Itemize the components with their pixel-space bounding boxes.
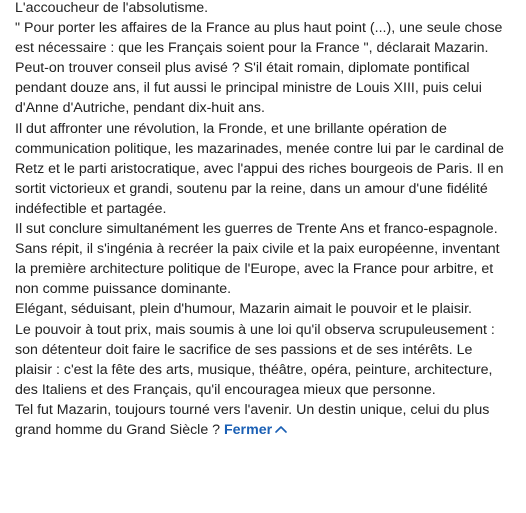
description-line: indéfectible et partagée.	[15, 200, 167, 217]
description-line: pendant douze ans, il fut aussi le principal ministre de Louis XIII, puis celui	[15, 80, 482, 97]
description-line: sortit victorieux et grandi, soutenu par la reine, dans un amour d'une fidélité	[15, 180, 488, 197]
description-line: grand homme du Grand Siècle ?	[15, 421, 221, 438]
description-line: la première architecture politique de l'Europe, avec la France pour arbitre, et	[15, 261, 494, 278]
description-line: " Pour porter les affaires de la France au plus haut point (...), une seule chose	[15, 20, 503, 37]
description-last-line	[15, 420, 521, 440]
book-description	[15, 0, 521, 440]
description-line: Il dut affronter une révolution, la Fronde, et une brillante opération de	[15, 120, 447, 137]
collapse-link[interactable]	[224, 422, 288, 438]
description-line: L'accoucheur de l'absolutisme.	[15, 0, 209, 16]
description-line: non comme puissance dominante.	[15, 281, 232, 298]
description-line: Peut-on trouver conseil plus avisé ? S'il était romain, diplomate pontifical	[15, 60, 470, 77]
description-line: Il sut conclure simultanément les guerres de Trente Ans et franco-espagnole.	[15, 221, 498, 238]
description-line: communication politique, les mazarinades, menée contre lui par le cardinal de	[15, 140, 504, 157]
description-line: Le pouvoir à tout prix, mais soumis à une loi qu'il observa scrupuleusement :	[15, 321, 495, 338]
description-line: Sans répit, il s'ingénia à recréer la paix civile et la paix européenne, inventant	[15, 241, 500, 258]
description-line: Retz et le parti aristocratique, avec l'appui des riches bourgeois de Paris. Il en	[15, 160, 504, 177]
chevron-up-icon[interactable]	[274, 424, 288, 434]
description-line: Elégant, séduisant, plein d'humour, Mazarin aimait le pouvoir et le plaisir.	[15, 301, 472, 318]
description-line: plaisir : c'est la fête des arts, musique, théâtre, opéra, peinture, architecture,	[15, 361, 493, 378]
collapse-label[interactable]: Fermer	[224, 421, 273, 438]
description-line: d'Anne d'Autriche, pendant dix-huit ans.	[15, 100, 265, 117]
description-line: Tel fut Mazarin, toujours tourné vers l'avenir. Un destin unique, celui du plus	[15, 401, 490, 418]
description-line: est nécessaire : que les Français soient pour la France ", déclarait Mazarin.	[15, 40, 489, 57]
description-line: son détenteur doit faire le sacrifice de ses passions et de ses intérêts. Le	[15, 341, 473, 358]
description-line: des Italiens et des Français, qu'il encouragea mieux que personne.	[15, 381, 436, 398]
